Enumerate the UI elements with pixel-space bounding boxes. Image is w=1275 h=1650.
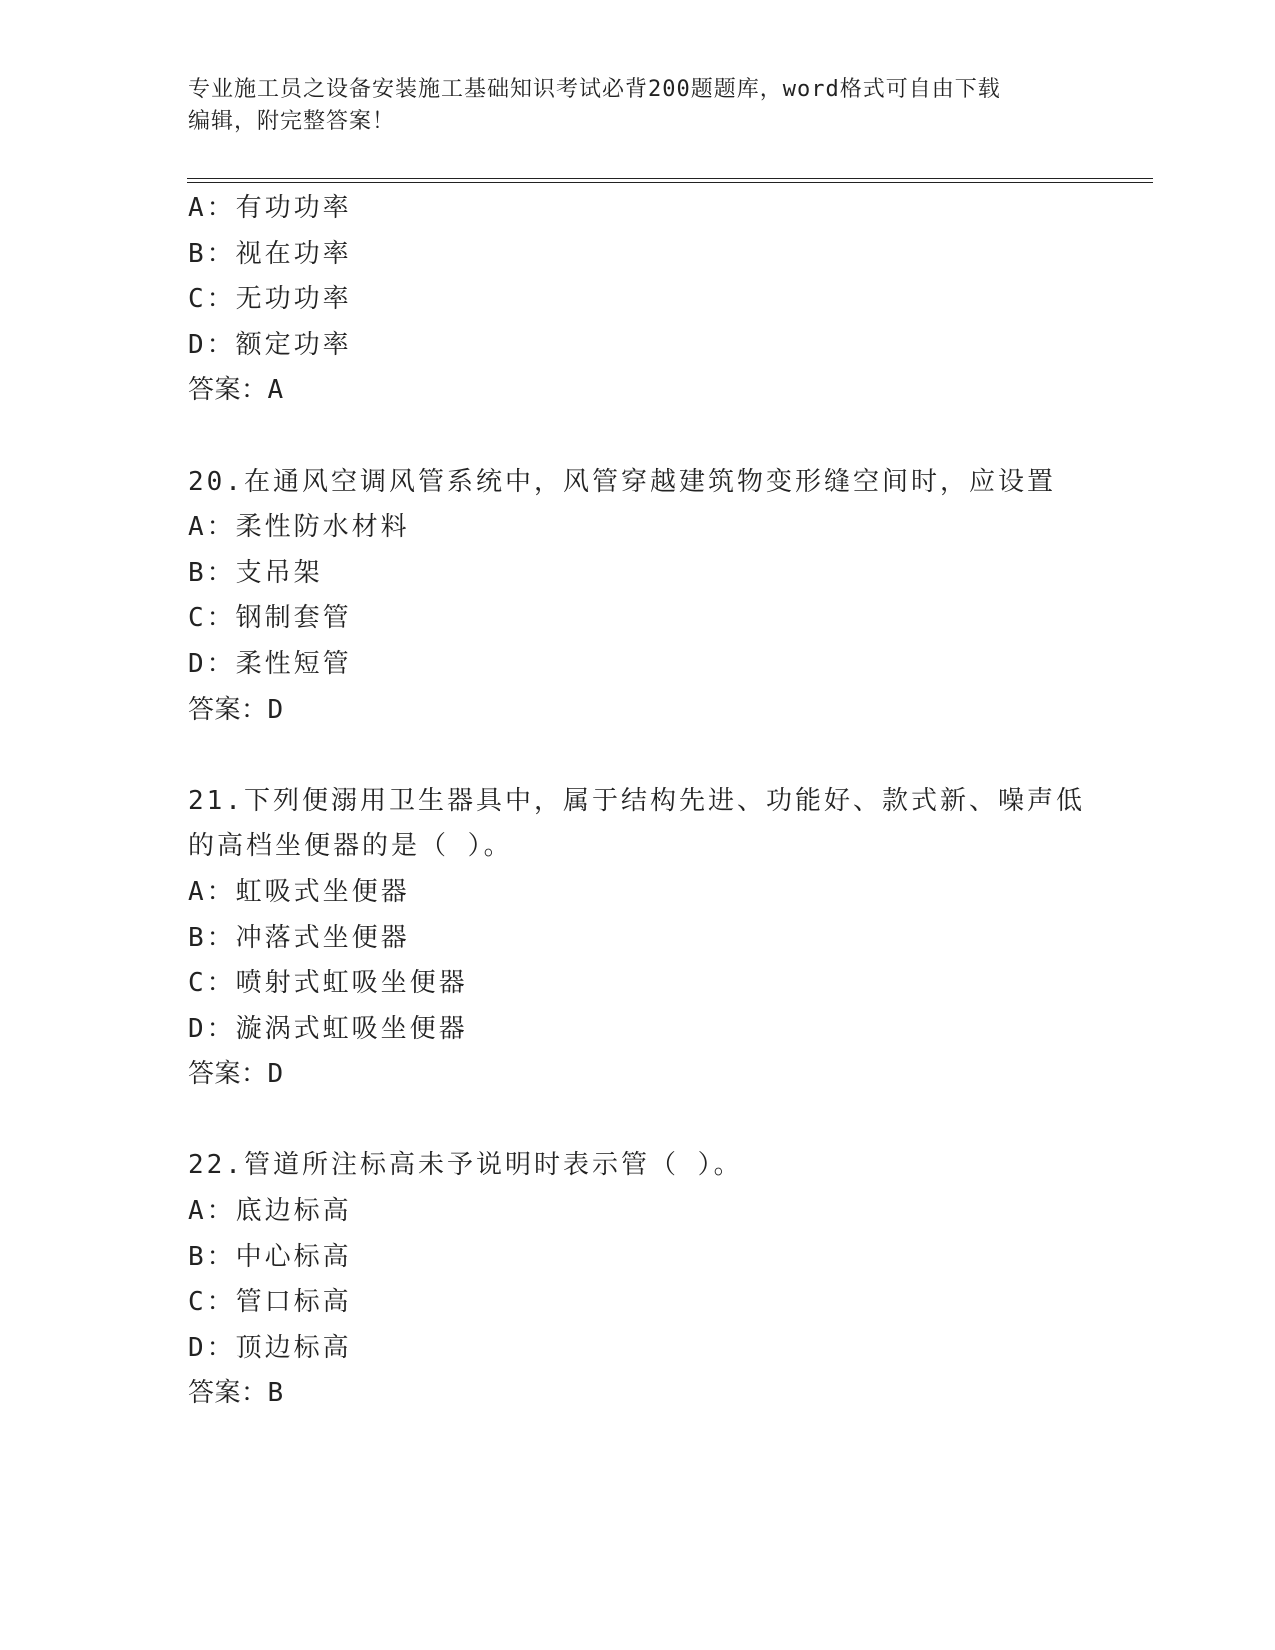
option-b: B：支吊架 [188, 557, 323, 588]
spacer [188, 733, 1108, 779]
option-d: D：顶边标高 [188, 1332, 352, 1363]
header-divider-bottom [187, 182, 1153, 183]
document-header [188, 74, 1088, 138]
option-a: A：柔性防水材料 [188, 512, 410, 543]
option-d: D：柔性短管 [188, 648, 352, 679]
option-a: A：底边标高 [188, 1196, 352, 1227]
option-b: B：中心标高 [188, 1241, 352, 1272]
question-text-line-1: 21.下列便溺用卫生器具中，属于结构先进、功能好、款式新、噪声低 [188, 785, 1085, 816]
option-d: D：漩涡式虹吸坐便器 [188, 1013, 468, 1044]
option-d: D：额定功率 [188, 329, 352, 360]
question-text: 20.在通风空调风管系统中，风管穿越建筑物变形缝空间时，应设置 [188, 466, 1056, 497]
spacer [188, 1098, 1108, 1144]
option-c: C：管口标高 [188, 1287, 352, 1318]
option-b: B：视在功率 [188, 238, 352, 269]
question-21 [188, 779, 1108, 1098]
header-line-2: 编辑，附完整答案！ [188, 109, 396, 134]
question-text: 22.管道所注标高未予说明时表示管（ ）。 [188, 1150, 743, 1181]
header-line-1: 专业施工员之设备安装施工基础知识考试必背200题题库，word格式可自由下载 [188, 77, 1001, 102]
option-c: C：无功功率 [188, 284, 352, 315]
header-divider-top [187, 178, 1153, 179]
spacer [188, 414, 1108, 460]
question-19 [188, 186, 1108, 414]
option-c: C：钢制套管 [188, 603, 352, 634]
question-list [188, 186, 1108, 1417]
question-text-line-2: 的高档坐便器的是（ ）。 [188, 831, 513, 862]
question-22 [188, 1143, 1108, 1417]
answer: 答案：D [188, 1059, 284, 1090]
answer: 答案：D [188, 694, 284, 725]
option-a: A：有功功率 [188, 193, 352, 223]
option-b: B：冲落式坐便器 [188, 922, 410, 953]
answer: 答案：B [188, 1378, 284, 1409]
question-20 [188, 460, 1108, 734]
option-c: C：喷射式虹吸坐便器 [188, 968, 468, 999]
option-a: A：虹吸式坐便器 [188, 876, 410, 907]
answer: 答案：A [188, 375, 284, 406]
